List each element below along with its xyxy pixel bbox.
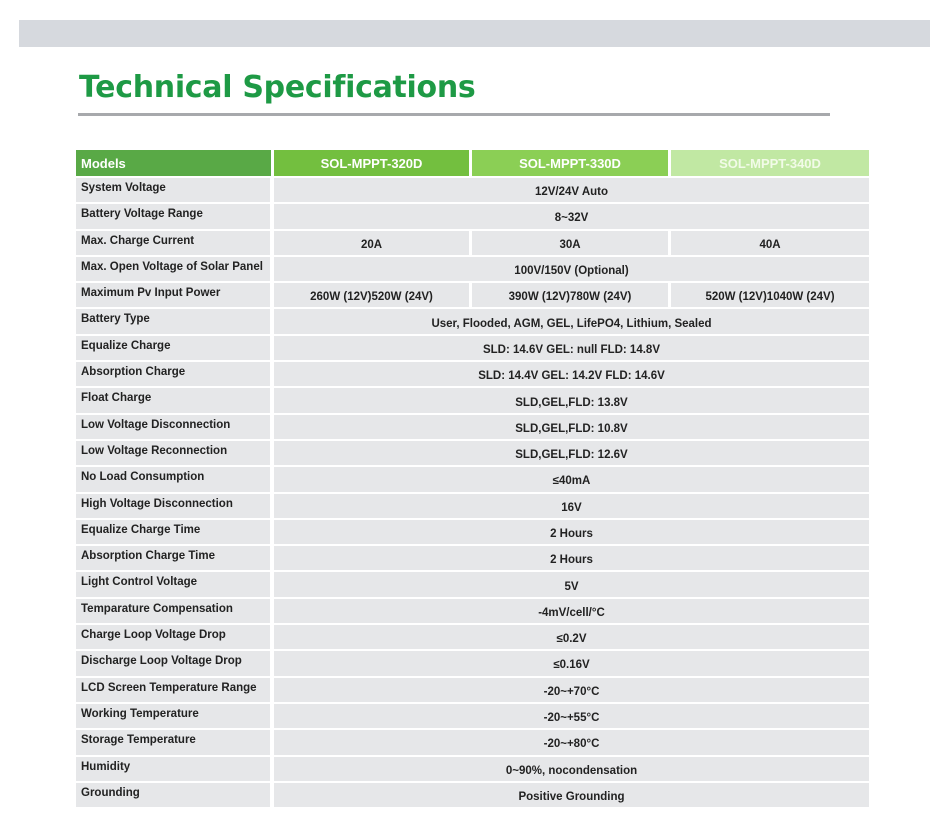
row-value: SLD,GEL,FLD: 13.8V <box>274 386 869 412</box>
row-label: Working Temperature <box>76 702 274 728</box>
spec-table-body <box>76 176 869 807</box>
table-row <box>76 176 869 202</box>
row-value: -20~+70°C <box>274 676 869 702</box>
row-label: Low Voltage Disconnection <box>76 413 274 439</box>
row-value: ≤40mA <box>274 465 869 491</box>
spec-table <box>76 150 869 807</box>
row-value: ≤0.16V <box>274 649 869 675</box>
row-label: Temparature Compensation <box>76 597 274 623</box>
row-value: 20A <box>274 229 472 255</box>
row-label: Light Control Voltage <box>76 570 274 596</box>
table-row <box>76 439 869 465</box>
table-row <box>76 544 869 570</box>
row-value: ≤0.2V <box>274 623 869 649</box>
table-row <box>76 202 869 228</box>
row-value: SLD,GEL,FLD: 12.6V <box>274 439 869 465</box>
row-label: Maximum Pv Input Power <box>76 281 274 307</box>
row-label: No Load Consumption <box>76 465 274 491</box>
row-label: Equalize Charge <box>76 334 274 360</box>
table-row <box>76 413 869 439</box>
row-value: 40A <box>671 229 869 255</box>
table-header-row <box>76 150 869 176</box>
table-row <box>76 465 869 491</box>
page-title: Technical Specifications <box>79 70 476 105</box>
row-value: 520W (12V)1040W (24V) <box>671 281 869 307</box>
header-models: Models <box>76 150 274 176</box>
table-row <box>76 360 869 386</box>
title-divider <box>78 113 830 116</box>
row-value: 2 Hours <box>274 518 869 544</box>
row-value: SLD: 14.4V GEL: 14.2V FLD: 14.6V <box>274 360 869 386</box>
table-row <box>76 649 869 675</box>
table-row <box>76 623 869 649</box>
table-row <box>76 597 869 623</box>
row-value: 100V/150V (Optional) <box>274 255 869 281</box>
row-label: Battery Type <box>76 307 274 333</box>
row-label: Charge Loop Voltage Drop <box>76 623 274 649</box>
row-value: 8~32V <box>274 202 869 228</box>
row-value: -20~+55°C <box>274 702 869 728</box>
row-label: Float Charge <box>76 386 274 412</box>
table-row <box>76 755 869 781</box>
row-value: 30A <box>472 229 671 255</box>
table-row <box>76 386 869 412</box>
row-label: Absorption Charge <box>76 360 274 386</box>
row-value: 0~90%, nocondensation <box>274 755 869 781</box>
row-label: Max. Open Voltage of Solar Panel <box>76 255 274 281</box>
table-row <box>76 702 869 728</box>
row-label: Equalize Charge Time <box>76 518 274 544</box>
table-row <box>76 570 869 596</box>
table-row <box>76 334 869 360</box>
row-value: 16V <box>274 492 869 518</box>
row-value: -20~+80°C <box>274 728 869 754</box>
row-label: High Voltage Disconnection <box>76 492 274 518</box>
table-row <box>76 307 869 333</box>
row-label: Battery Voltage Range <box>76 202 274 228</box>
row-label: LCD Screen Temperature Range <box>76 676 274 702</box>
row-label: Max. Charge Current <box>76 229 274 255</box>
row-value: 390W (12V)780W (24V) <box>472 281 671 307</box>
row-label: Storage Temperature <box>76 728 274 754</box>
table-row <box>76 229 869 255</box>
table-row <box>76 518 869 544</box>
row-label: Grounding <box>76 781 274 807</box>
header-model-330d: SOL-MPPT-330D <box>472 150 671 176</box>
table-row <box>76 676 869 702</box>
row-value: -4mV/cell/°C <box>274 597 869 623</box>
row-value: 260W (12V)520W (24V) <box>274 281 472 307</box>
row-label: System Voltage <box>76 176 274 202</box>
header-model-340d: SOL-MPPT-340D <box>671 150 869 176</box>
table-row <box>76 728 869 754</box>
row-value: 2 Hours <box>274 544 869 570</box>
top-band <box>19 20 930 47</box>
row-value: Positive Grounding <box>274 781 869 807</box>
row-value: 5V <box>274 570 869 596</box>
table-row <box>76 492 869 518</box>
table-row <box>76 281 869 307</box>
row-value: SLD: 14.6V GEL: null FLD: 14.8V <box>274 334 869 360</box>
row-value: SLD,GEL,FLD: 10.8V <box>274 413 869 439</box>
row-label: Absorption Charge Time <box>76 544 274 570</box>
row-value: User, Flooded, AGM, GEL, LifePO4, Lithium, Sealed <box>274 307 869 333</box>
table-row <box>76 255 869 281</box>
row-value: 12V/24V Auto <box>274 176 869 202</box>
table-row <box>76 781 869 807</box>
row-label: Discharge Loop Voltage Drop <box>76 649 274 675</box>
header-model-320d: SOL-MPPT-320D <box>274 150 472 176</box>
row-label: Low Voltage Reconnection <box>76 439 274 465</box>
row-label: Humidity <box>76 755 274 781</box>
